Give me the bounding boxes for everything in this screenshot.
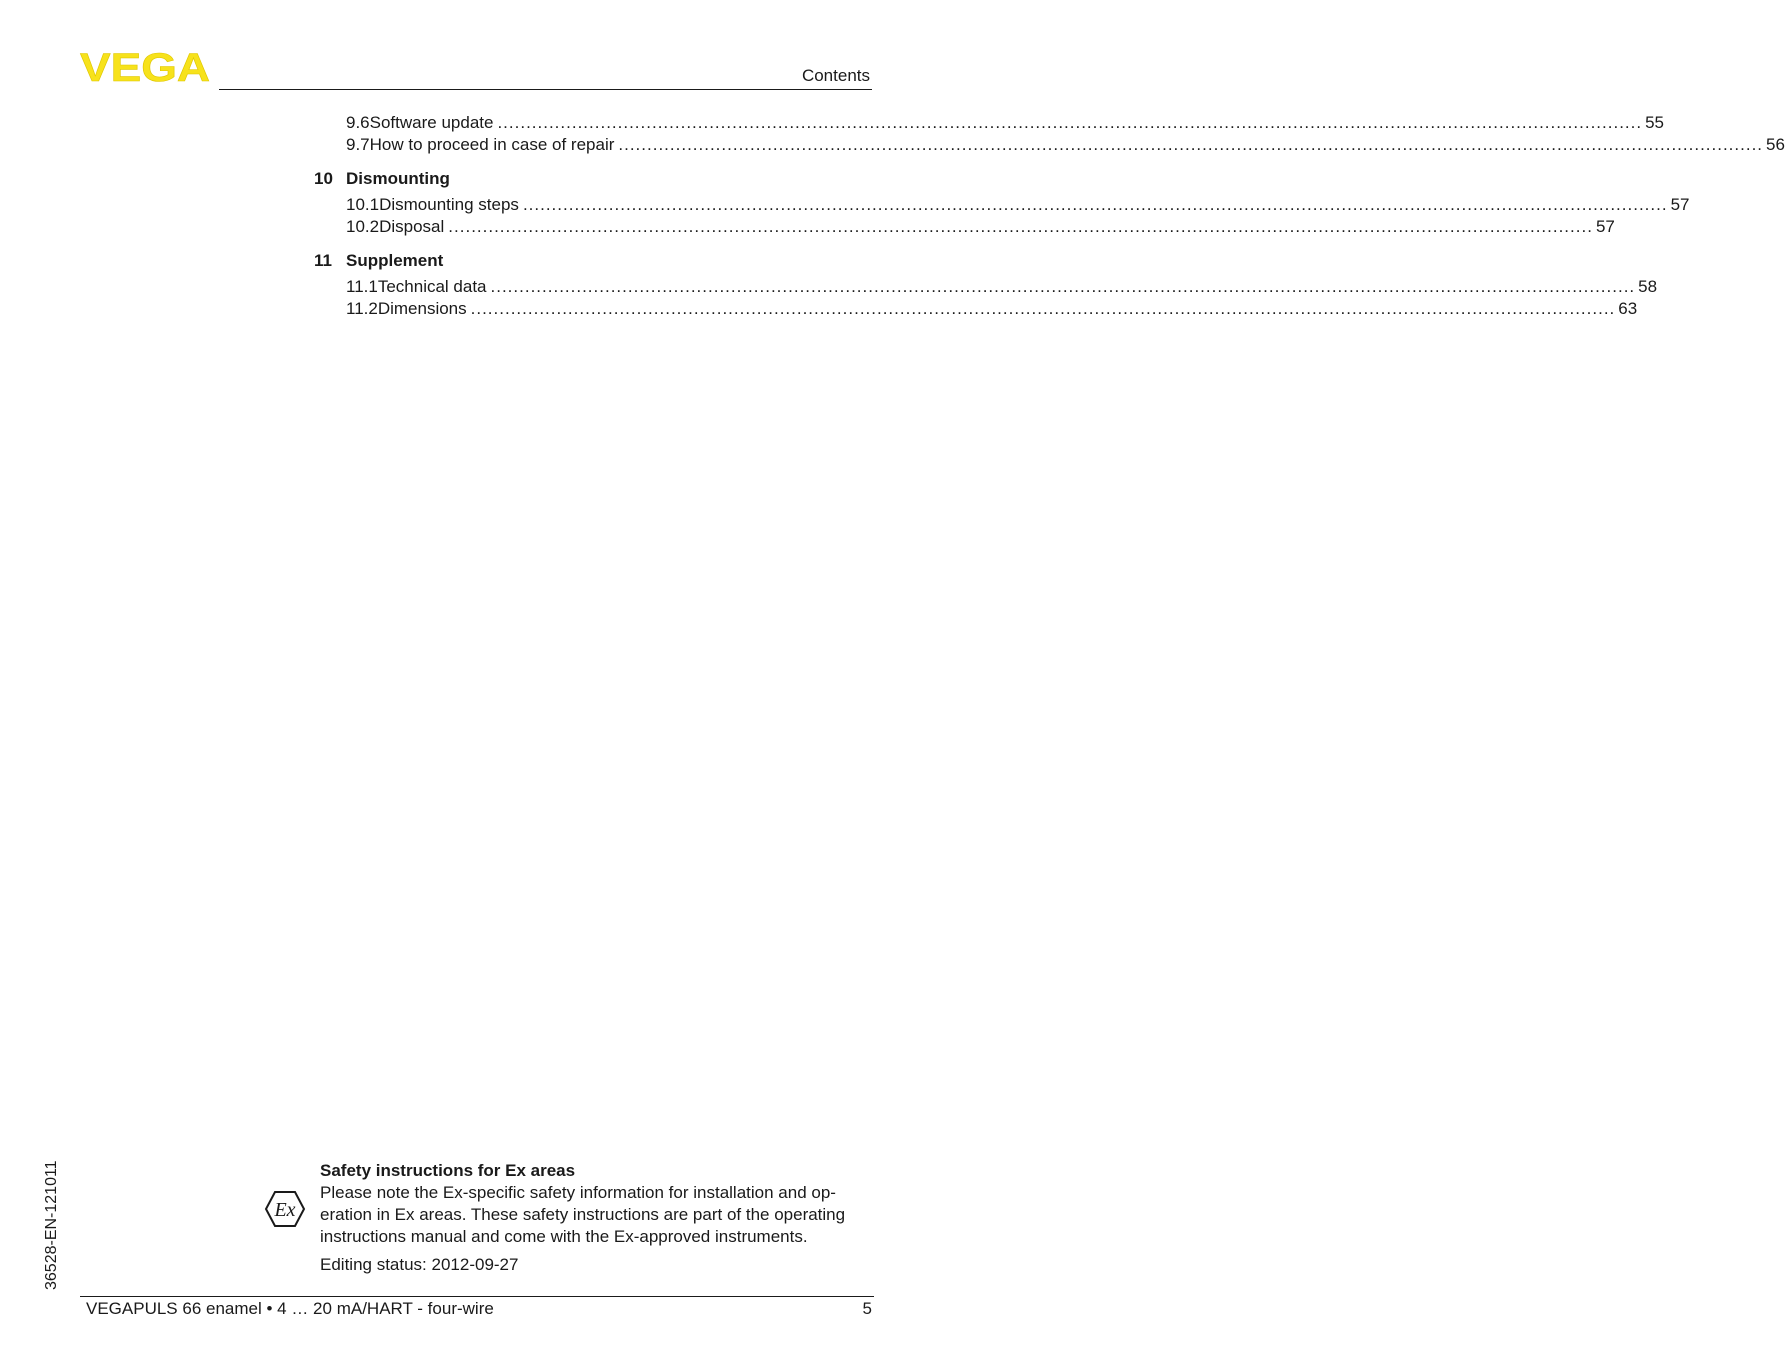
svg-text:Ex: Ex bbox=[274, 1199, 296, 1221]
entry-number: 9.7 bbox=[346, 135, 370, 154]
entry-title: How to proceed in case of repair bbox=[369, 135, 615, 154]
toc-entry[interactable] bbox=[314, 194, 1690, 216]
vega-logo bbox=[80, 46, 212, 90]
dot-leader: ........................................................................................................................................................................................................ bbox=[470, 299, 1616, 318]
toc-entry[interactable] bbox=[314, 134, 1785, 156]
toc-chapter bbox=[314, 168, 1690, 238]
entry-page: 57 bbox=[1670, 195, 1690, 214]
chapter-number: 10 bbox=[314, 169, 333, 188]
section-title: Contents bbox=[801, 66, 870, 85]
header-divider bbox=[219, 89, 872, 90]
ex-icon bbox=[264, 1190, 306, 1228]
dot-leader: ........................................................................................................................................................................................................ bbox=[497, 113, 1643, 132]
dot-leader: ........................................................................................................................................................................................................ bbox=[490, 277, 1636, 296]
dot-leader: ........................................................................................................................................................................................................ bbox=[522, 195, 1668, 214]
logo-text: VEGA bbox=[80, 46, 210, 90]
toc-entry[interactable] bbox=[314, 298, 1638, 320]
editing-status: Editing status: 2012-09-27 bbox=[320, 1255, 519, 1274]
entry-number: 10.1 bbox=[346, 195, 380, 214]
dot-leader: ........................................................................................................................................................................................................ bbox=[618, 135, 1764, 154]
page-number: 5 bbox=[862, 1299, 872, 1318]
entry-title: Dismounting steps bbox=[379, 195, 519, 214]
document-code: 36528-EN-121011 bbox=[43, 1160, 60, 1290]
safety-notice bbox=[320, 1160, 876, 1276]
entry-number: 11.2 bbox=[346, 299, 378, 318]
entry-number: 9.6 bbox=[346, 113, 370, 132]
safety-text-line: eration in Ex areas. These safety instructions are part of the operating bbox=[320, 1205, 846, 1224]
safety-title: Safety instructions for Ex areas bbox=[320, 1161, 576, 1180]
entry-title: Dimensions bbox=[377, 299, 467, 318]
safety-text-line: instructions manual and come with the Ex-approved instruments. bbox=[320, 1227, 808, 1246]
entry-title: Technical data bbox=[377, 277, 487, 296]
entry-page: 63 bbox=[1618, 299, 1638, 318]
entry-page: 57 bbox=[1595, 217, 1615, 236]
chapter-number: 11 bbox=[314, 251, 332, 270]
footer-divider bbox=[80, 1296, 874, 1297]
chapter-heading[interactable] bbox=[314, 250, 876, 272]
footer-product: VEGAPULS 66 enamel • 4 … 20 mA/HART - four-wire bbox=[86, 1299, 494, 1318]
toc-entry[interactable] bbox=[314, 112, 1665, 134]
safety-text-line: Please note the Ex-specific safety information for installation and op- bbox=[320, 1183, 836, 1202]
entry-page: 58 bbox=[1638, 277, 1658, 296]
entry-title: Software update bbox=[369, 113, 494, 132]
entry-number: 11.1 bbox=[346, 277, 378, 296]
table-of-contents bbox=[314, 112, 1785, 320]
entry-title: Disposal bbox=[379, 217, 445, 236]
toc-entry[interactable] bbox=[314, 216, 1615, 238]
chapter-title: Dismounting bbox=[346, 169, 450, 188]
entry-page: 55 bbox=[1645, 113, 1665, 132]
toc-chapter bbox=[314, 112, 1785, 156]
toc-entry[interactable] bbox=[314, 276, 1658, 298]
entry-page: 56 bbox=[1766, 135, 1785, 154]
toc-chapter bbox=[314, 250, 1658, 320]
chapter-title: Supplement bbox=[346, 251, 444, 270]
chapter-heading[interactable] bbox=[314, 168, 876, 190]
entry-number: 10.2 bbox=[346, 217, 380, 236]
dot-leader: ........................................................................................................................................................................................................ bbox=[448, 217, 1593, 236]
